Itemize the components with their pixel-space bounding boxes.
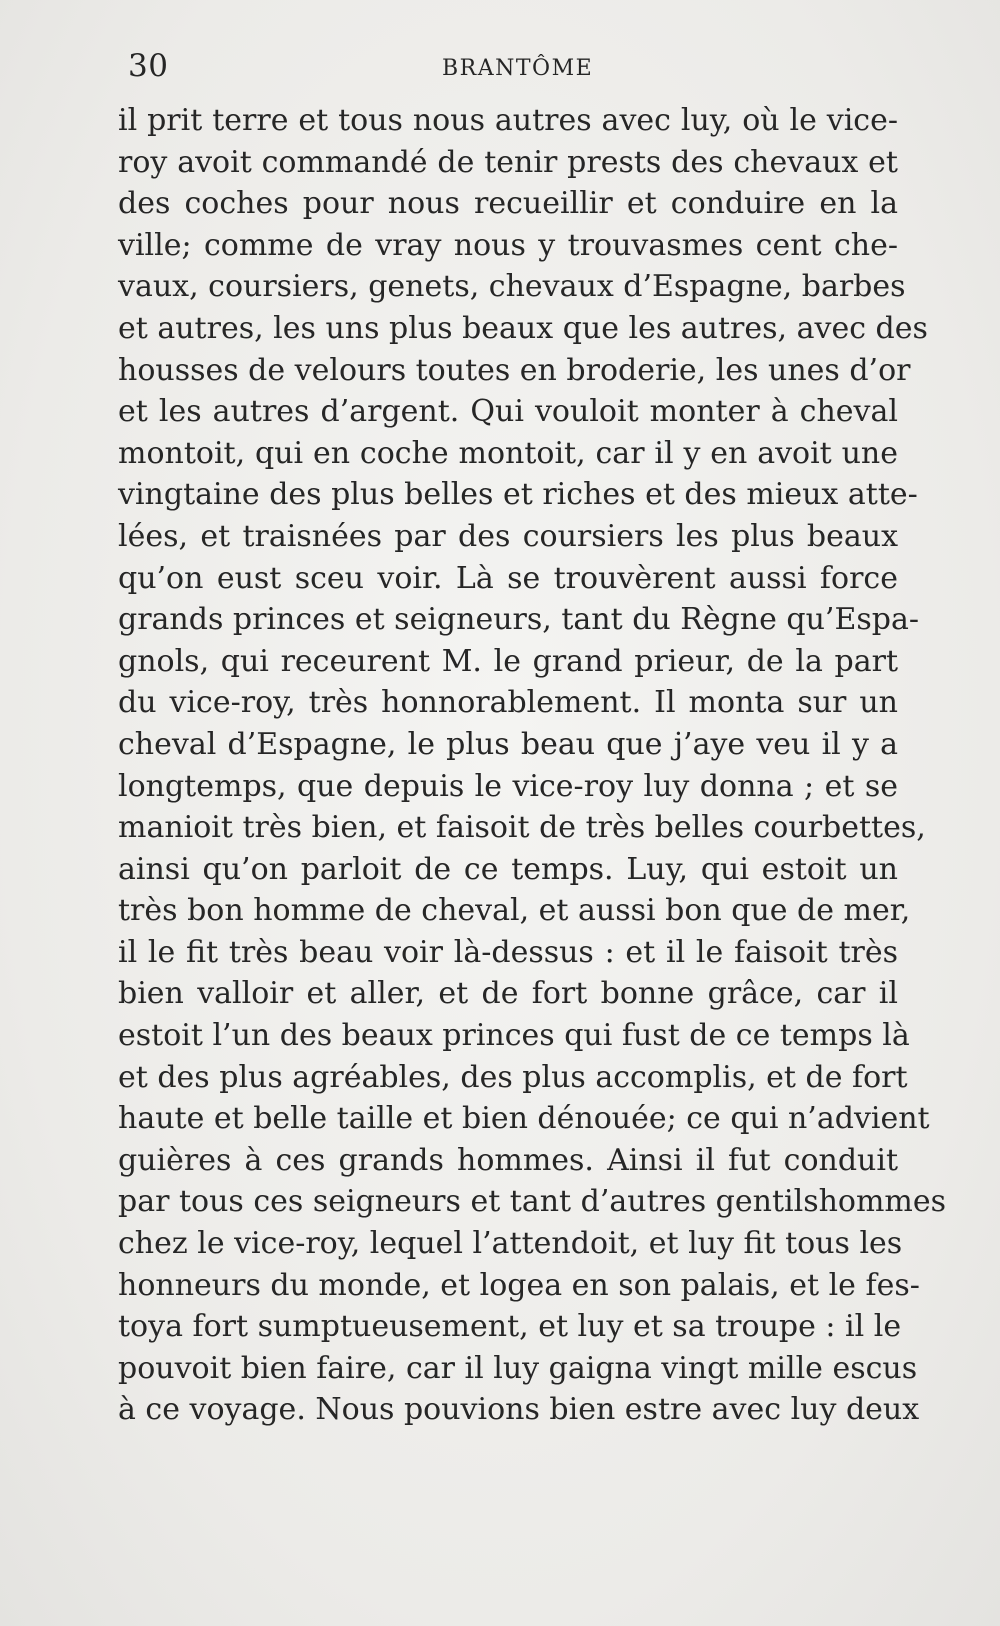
text-line: et autres, les uns plus beaux que les autres, avec des: [118, 310, 928, 346]
text-line: housses de velours toutes en broderie, les unes d’or: [118, 352, 911, 388]
text-line: guières à ces grands hommes. Ainsi il fut conduit: [118, 1142, 898, 1178]
text-line: très bon homme de cheval, et aussi bon que de mer,: [118, 893, 911, 929]
page-header: [128, 48, 896, 88]
text-line: haute et belle taille et bien dénouée; ce qui n’advient: [118, 1101, 930, 1137]
text-line: et des plus agréables, des plus accomplis, et de fort: [118, 1059, 908, 1095]
text-line: grands princes et seigneurs, tant du Règne qu’Espa-: [118, 602, 919, 638]
text-line: qu’on eust sceu voir. Là se trouvèrent aussi force: [118, 560, 898, 596]
text-line: chez le vice-roy, lequel l’attendoit, et luy fit tous les: [118, 1226, 903, 1262]
text-line: par tous ces seigneurs et tant d’autres gentilshommes: [118, 1184, 947, 1220]
text-line: estoit l’un des beaux princes qui fust de ce temps là: [118, 1018, 910, 1054]
page-number: 30: [128, 48, 169, 84]
text-line: il le fit très beau voir là-dessus : et il le faisoit très: [118, 934, 898, 970]
text-line: et les autres d’argent. Qui vouloit monter à cheval: [118, 394, 898, 430]
text-line: montoit, qui en coche montoit, car il y en avoit une: [118, 435, 898, 471]
text-line: lées, et traisnées par des coursiers les plus beaux: [118, 518, 898, 554]
text-line: honneurs du monde, et logea en son palais, et le fes-: [118, 1267, 920, 1303]
text-line: il prit terre et tous nous autres avec luy, où le vice-: [118, 103, 898, 138]
text-line: ainsi qu’on parloit de ce temps. Luy, qui estoit un: [118, 851, 898, 887]
running-head: BRANTÔME: [442, 56, 594, 81]
text-line: cheval d’Espagne, le plus beau que j’aye veu il y a: [118, 726, 898, 762]
body-text: [118, 100, 947, 1431]
text-line: du vice-roy, très honnorablement. Il monta sur un: [118, 685, 898, 721]
text-line: manioit très bien, et faisoit de très belles courbettes,: [118, 810, 926, 846]
text-line: longtemps, que depuis le vice-roy luy donna ; et se: [118, 768, 898, 804]
text-line: vaux, coursiers, genets, chevaux d’Espagne, barbes: [118, 269, 906, 305]
text-line: toya fort sumptueusement, et luy et sa troupe : il le: [118, 1309, 902, 1345]
text-line: gnols, qui receurent M. le grand prieur, de la part: [118, 643, 898, 679]
text-line: à ce voyage. Nous pouvions bien estre avec luy deux: [118, 1392, 920, 1428]
text-line: vingtaine des plus belles et riches et des mieux atte-: [118, 477, 918, 513]
text-line: ville; comme de vray nous y trouvasmes cent che-: [118, 227, 898, 263]
text-line: bien valloir et aller, et de fort bonne grâce, car il: [118, 976, 898, 1012]
text-line: pouvoit bien faire, car il luy gaigna vingt mille escus: [118, 1350, 918, 1386]
text-line: roy avoit commandé de tenir prests des chevaux et: [118, 144, 898, 180]
text-line: des coches pour nous recueillir et conduire en la: [118, 186, 898, 222]
